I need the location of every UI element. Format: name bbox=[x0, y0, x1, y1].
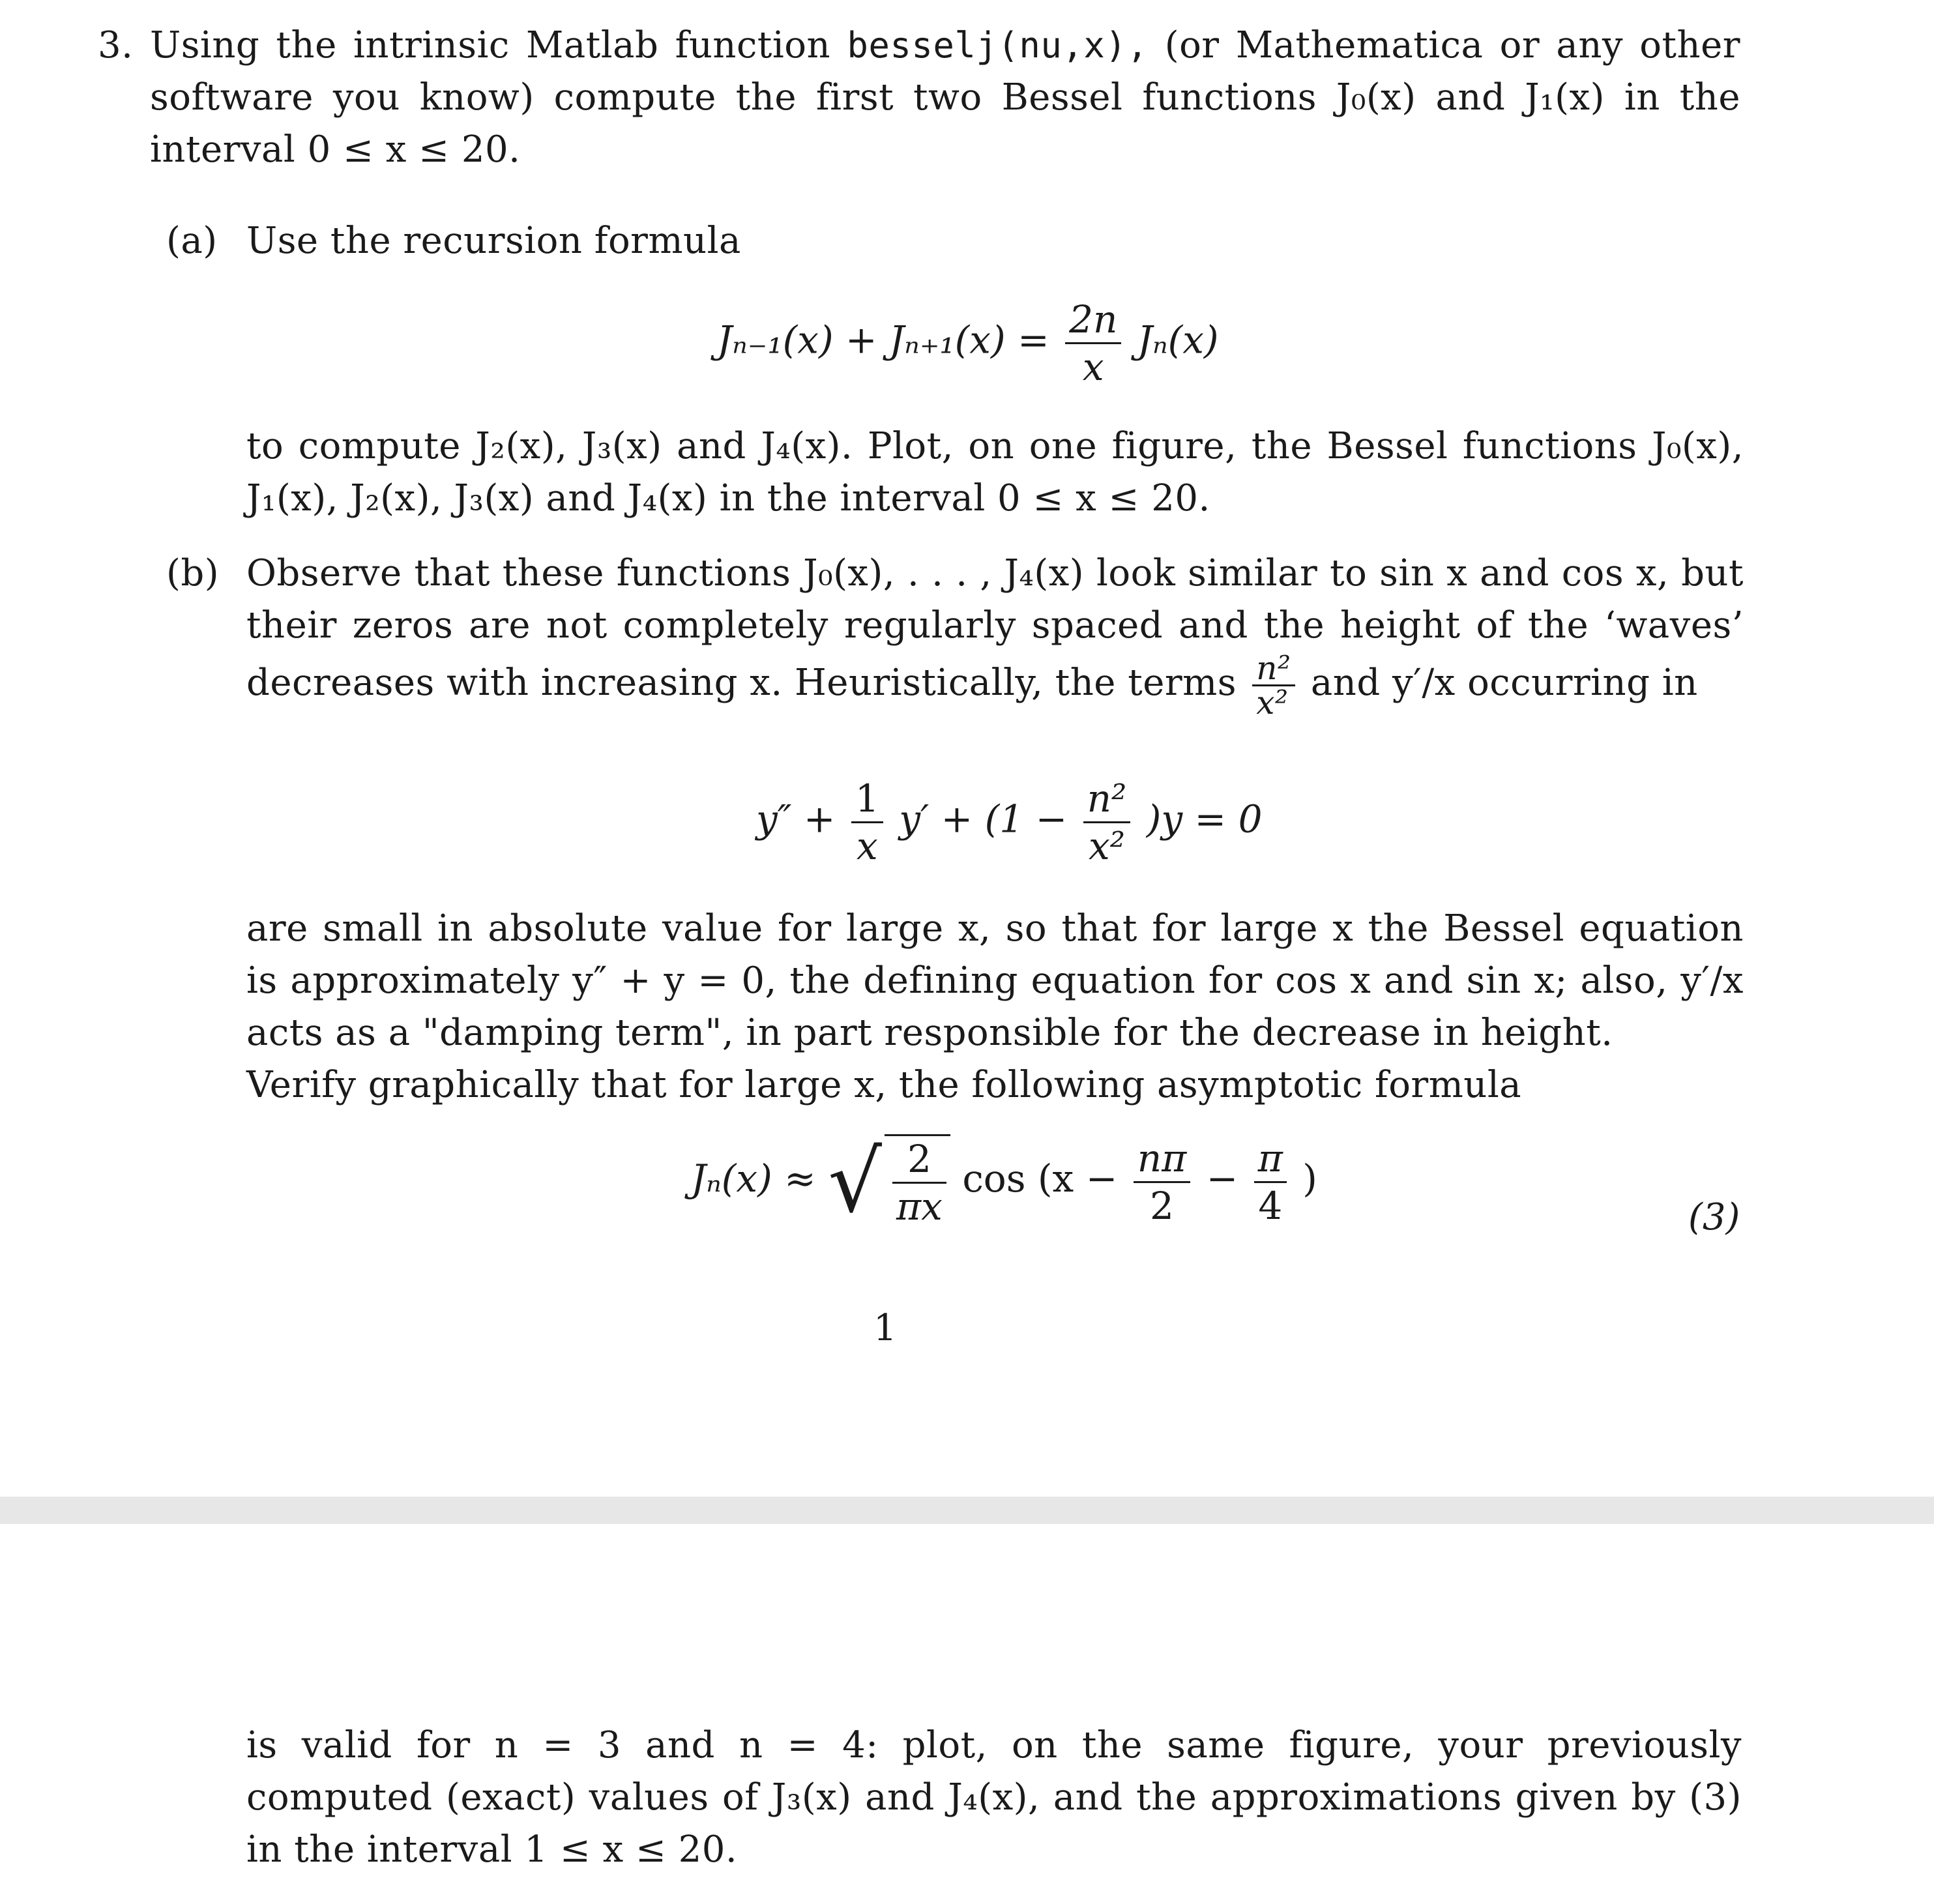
asym-npi-fraction bbox=[1134, 1135, 1190, 1229]
asym-sqrt-fraction bbox=[892, 1136, 946, 1229]
intro-text-before-code: Using the intrinsic Matlab function bbox=[150, 24, 831, 66]
sqrt-symbol: √ bbox=[828, 1132, 883, 1231]
terms-fraction bbox=[1252, 649, 1295, 722]
asym-minus: − bbox=[1206, 1156, 1238, 1201]
recursion-rhs: Jₙ(x) bbox=[1137, 317, 1219, 362]
terms-denominator: x² bbox=[1256, 684, 1289, 722]
part-b-text-1a: Observe that these functions J₀(x), . . . , J₄(x) look similar to sin x and cos x, but their zeros are not completely regularly spaced and the height of the ‘waves’ decreases with increasing x. Heuristically, the terms bbox=[246, 552, 1744, 704]
part-b-text-block-2 bbox=[166, 903, 1744, 1111]
bessel-eq-frac-1-x bbox=[851, 776, 883, 869]
intro-text-after-code: (or Mathematica or any other software you know) compute the first two Bessel functions J₀(x) and J₁(x) in the interval 0 ≤ x ≤ 20. bbox=[150, 24, 1740, 171]
part-b-text-2: are small in absolute value for large x, so that for large x the Bessel equation is approximately y″ + y = 0, the defining equation for cos x and sin x; also, y′/x acts as a "damping term", in part responsible for the decrease in height. bbox=[246, 907, 1744, 1054]
bessel-eq-y2: y″ + bbox=[756, 797, 836, 842]
asym-sqrt bbox=[885, 1134, 950, 1229]
part-b-continuation: is valid for n = 3 and n = 4: plot, on the same figure, your previously computed (exact) values of J₃(x) and J₄(x), and the approximations given by (3) in the interval 1 ≤ x ≤ 20. bbox=[246, 1724, 1742, 1871]
bessel-eq-n2: n² bbox=[1083, 776, 1131, 823]
asymptotic-formula bbox=[691, 1134, 1317, 1229]
part-a-lead: Use the recursion formula bbox=[246, 220, 741, 262]
asym-cos: cos (x − bbox=[962, 1156, 1118, 1201]
document-page-2 bbox=[0, 1524, 1934, 1904]
recursion-formula bbox=[717, 297, 1219, 390]
asym-sqrt-numerator: 2 bbox=[892, 1136, 946, 1184]
part-b-label: (b) bbox=[166, 552, 220, 594]
asym-pi-fraction bbox=[1254, 1135, 1287, 1229]
bessel-eq-x: x bbox=[857, 824, 878, 868]
recursion-numerator: 2n bbox=[1065, 297, 1121, 344]
part-b-text-3: Verify graphically that for large x, the following asymptotic formula bbox=[246, 1064, 1522, 1106]
page-number: 1 bbox=[873, 1307, 897, 1349]
asym-close-paren: ) bbox=[1302, 1156, 1317, 1201]
terms-numerator: n² bbox=[1252, 652, 1295, 686]
problem-3 bbox=[98, 20, 1740, 176]
part-b-intro bbox=[246, 548, 1744, 722]
bessel-eq-frac-n2-x2 bbox=[1083, 776, 1131, 869]
asym-pi: π bbox=[1254, 1135, 1287, 1183]
part-b-text-1b: and y′/x occurring in bbox=[1310, 662, 1698, 704]
equation-label-3: (3) bbox=[1688, 1196, 1740, 1238]
bessel-eq-one: 1 bbox=[851, 776, 883, 823]
problem-intro bbox=[150, 20, 1740, 176]
bessel-equation bbox=[756, 776, 1263, 869]
asym-lhs: Jₙ(x) ≈ bbox=[691, 1156, 816, 1201]
asym-two: 2 bbox=[1150, 1183, 1174, 1228]
part-a-text: to compute J₂(x), J₃(x) and J₄(x). Plot, on one figure, the Bessel functions J₀(x), J₁(x), J₂(x), J₃(x) and J₄(x) in the interval 0 ≤ x ≤ 20. bbox=[246, 425, 1744, 520]
bessel-eq-end: )y = 0 bbox=[1146, 797, 1263, 842]
problem-number: 3. bbox=[98, 24, 134, 66]
recursion-fraction bbox=[1065, 297, 1121, 390]
part-a bbox=[166, 215, 1744, 267]
recursion-denominator: x bbox=[1082, 345, 1104, 389]
bessel-eq-x2: x² bbox=[1088, 824, 1125, 868]
part-a-label: (a) bbox=[166, 220, 218, 262]
page-separator bbox=[0, 1497, 1934, 1524]
matlab-function-code: besselj(nu,x), bbox=[847, 25, 1149, 66]
recursion-lhs: Jₙ₋₁(x) + Jₙ₊₁(x) = bbox=[717, 317, 1049, 362]
asym-sqrt-denominator: πx bbox=[896, 1184, 943, 1229]
bessel-eq-mid: y′ + (1 − bbox=[899, 797, 1068, 842]
part-a-text-block bbox=[166, 420, 1744, 525]
part-b bbox=[166, 548, 1744, 722]
asym-npi: nπ bbox=[1134, 1135, 1190, 1183]
asym-four: 4 bbox=[1258, 1183, 1283, 1228]
